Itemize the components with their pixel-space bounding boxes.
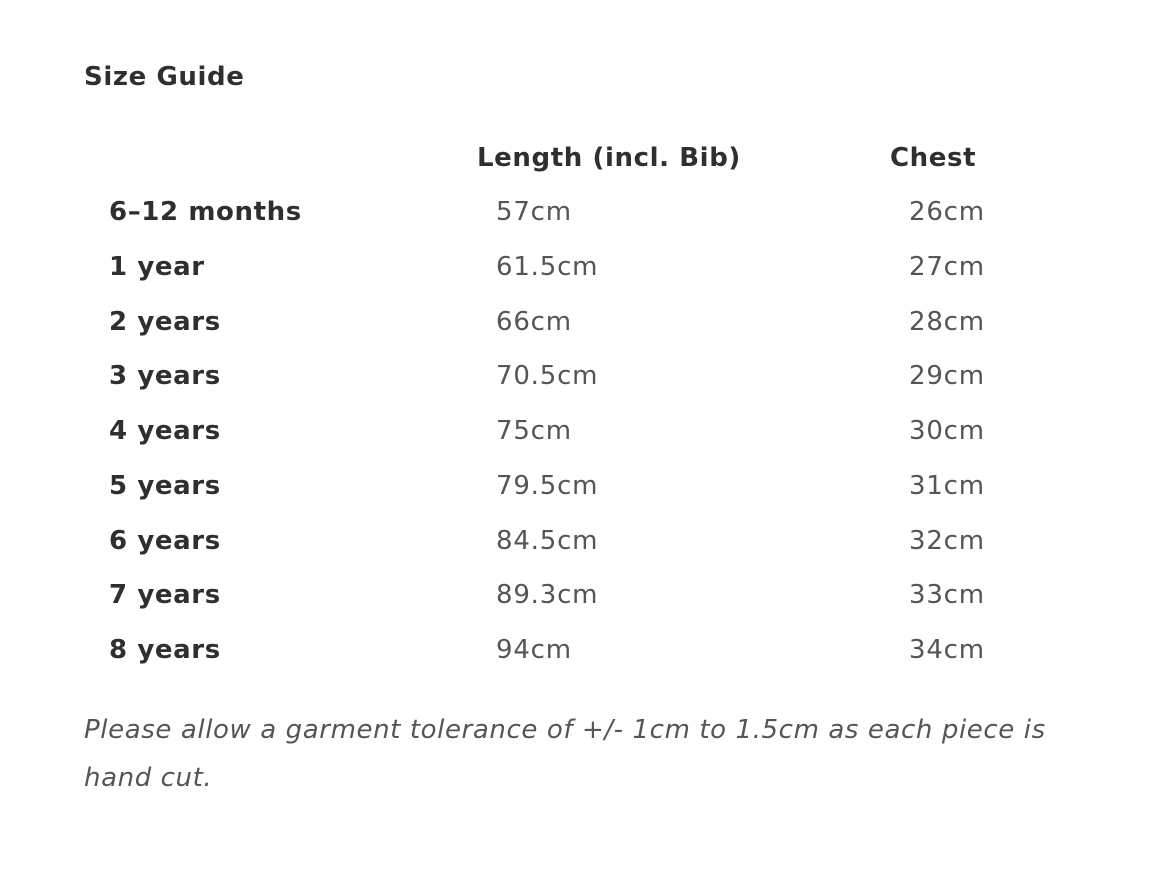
chest-value: 32cm bbox=[909, 525, 985, 556]
column-header-chest: Chest bbox=[890, 143, 977, 173]
length-value: 66cm bbox=[496, 306, 572, 337]
chest-value: 28cm bbox=[909, 306, 985, 337]
length-value: 84.5cm bbox=[496, 525, 599, 556]
length-value: 57cm bbox=[496, 197, 572, 227]
chest-value: 27cm bbox=[909, 251, 985, 282]
table-row bbox=[0, 523, 1152, 578]
chest-value: 26cm bbox=[909, 197, 985, 227]
table-row bbox=[0, 413, 1152, 468]
size-label: 6 years bbox=[109, 525, 221, 556]
size-label: 7 years bbox=[109, 580, 221, 611]
size-label: 6–12 months bbox=[109, 197, 302, 227]
table-row bbox=[0, 577, 1152, 632]
table-row bbox=[0, 304, 1152, 359]
table-row bbox=[0, 468, 1152, 523]
length-value: 70.5cm bbox=[496, 361, 599, 392]
table-header-row bbox=[0, 140, 1152, 176]
length-value: 61.5cm bbox=[496, 251, 599, 282]
size-label: 4 years bbox=[109, 416, 221, 446]
chest-value: 33cm bbox=[909, 580, 985, 611]
length-value: 94cm bbox=[496, 635, 572, 665]
size-table-body bbox=[0, 194, 1152, 687]
chest-value: 34cm bbox=[909, 635, 985, 665]
table-row bbox=[0, 358, 1152, 413]
chest-value: 29cm bbox=[909, 361, 985, 392]
table-row bbox=[0, 194, 1152, 249]
column-header-length: Length (incl. Bib) bbox=[477, 143, 741, 173]
length-value: 89.3cm bbox=[496, 580, 599, 611]
size-label: 1 year bbox=[109, 251, 205, 282]
chest-value: 30cm bbox=[909, 416, 985, 446]
length-value: 75cm bbox=[496, 416, 572, 446]
size-label: 2 years bbox=[109, 306, 221, 337]
tolerance-note: Please allow a garment tolerance of +/- 1cm to 1.5cm as each piece is hand cut. bbox=[84, 715, 1046, 793]
size-label: 3 years bbox=[109, 361, 221, 392]
size-label: 5 years bbox=[109, 470, 221, 501]
size-guide-title: Size Guide bbox=[84, 62, 245, 92]
table-row bbox=[0, 632, 1152, 687]
chest-value: 31cm bbox=[909, 470, 985, 501]
length-value: 79.5cm bbox=[496, 470, 599, 501]
table-row bbox=[0, 249, 1152, 304]
size-label: 8 years bbox=[109, 635, 221, 665]
